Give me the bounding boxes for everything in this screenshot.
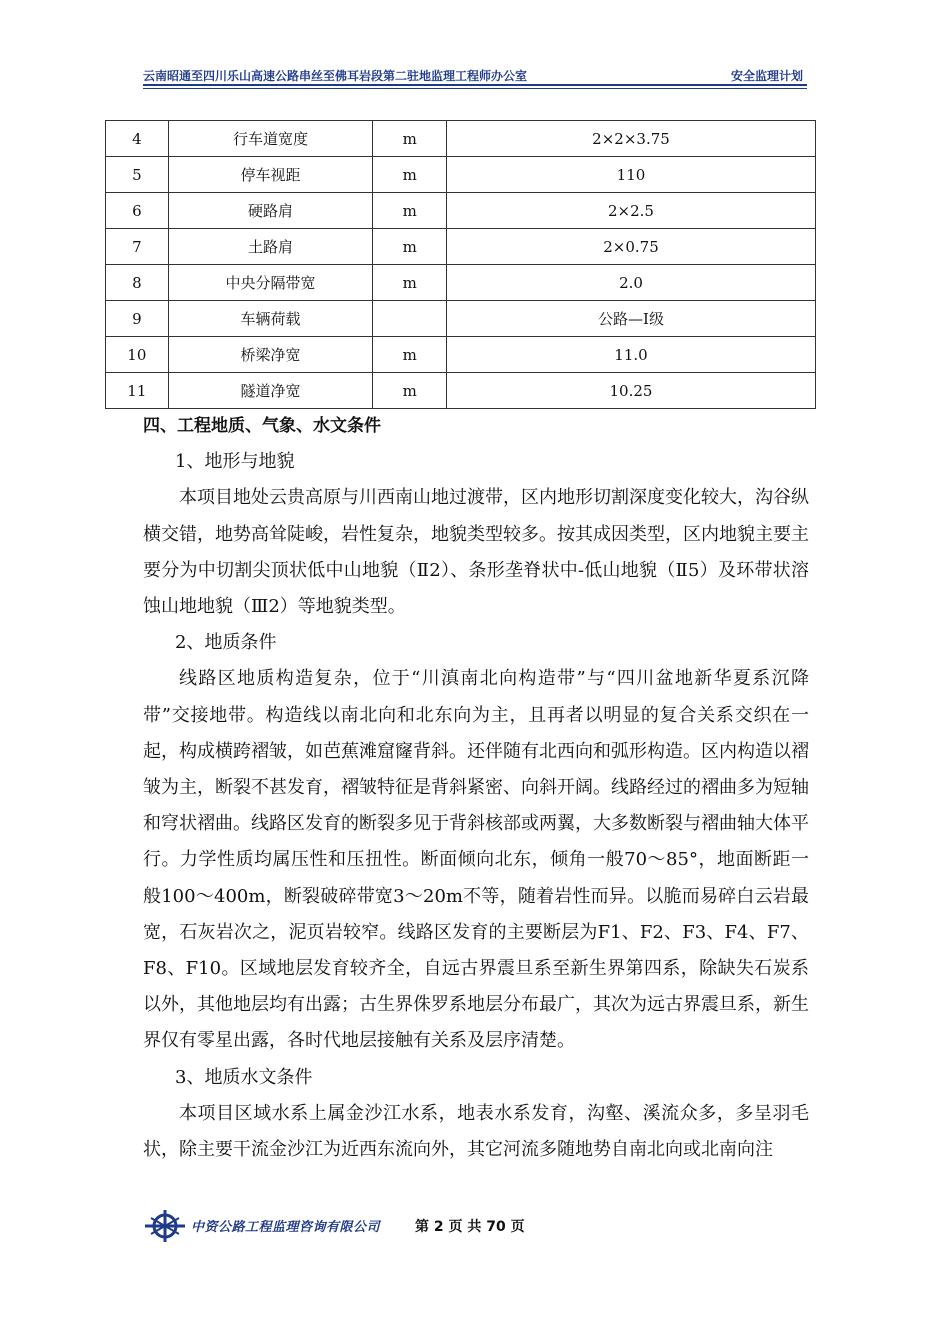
row-unit: m [373,193,447,229]
page-number: 第 2 页 共 70 页 [415,1219,525,1235]
row-item: 中央分隔带宽 [168,265,373,301]
row-item: 桥梁净宽 [168,337,373,373]
row-unit: m [373,121,447,157]
paragraph-terrain: 本项目地处云贵高原与川西南山地过渡带，区内地形切割深度变化较大，沟谷纵横交错，地势高耸陡峻，岩性复杂，地貌类型较多。按其成因类型，区内地貌主要主要分为中切割尖顶状低中山地貌（Ⅱ2）、条形垄脊状中-低山地貌（Ⅱ5）及环带状溶蚀山地地貌（Ⅲ2）等地貌类型。 [143,487,809,618]
row-item: 隧道净宽 [168,373,373,409]
header-org: 云南昭通至四川乐山高速公路串丝至佛耳岩段第二驻地监理工程师办公室 [143,69,528,83]
table-row [106,265,816,301]
table-row [106,121,816,157]
page-footer [143,1206,663,1246]
row-unit: m [373,229,447,265]
row-value: 2×2.5 [446,193,815,229]
row-value: 10.25 [446,373,815,409]
row-no: 5 [106,157,169,193]
row-no: 4 [106,121,169,157]
row-item: 停车视距 [168,157,373,193]
row-no: 7 [106,229,169,265]
footer-company: 中资公路工程监理咨询有限公司 [191,1220,381,1235]
table-row [106,301,816,337]
row-unit [373,301,447,337]
design-parameters-table [105,120,816,409]
row-item: 行车道宽度 [168,121,373,157]
table-row [106,337,816,373]
row-unit: m [373,265,447,301]
row-item: 车辆荷载 [168,301,373,337]
row-item: 土路肩 [168,229,373,265]
row-item: 硬路肩 [168,193,373,229]
subheading-geology: 2、地质条件 [175,632,277,654]
section-heading: 四、工程地质、气象、水文条件 [143,416,381,436]
row-value: 2×0.75 [446,229,815,265]
paragraph-hydrology: 本项目区域水系上属金沙江水系，地表水系发育，沟壑、溪流众多，多呈羽毛状，除主要干流金沙江为近西东流向外，其它河流多随地势自南北向或北南向注 [143,1102,809,1161]
row-no: 6 [106,193,169,229]
header-rule-thin [143,88,807,89]
row-value: 11.0 [446,337,815,373]
row-value: 110 [446,157,815,193]
table-row [106,373,816,409]
row-no: 8 [106,265,169,301]
paragraph-geology: 线路区地质构造复杂，位于“川滇南北向构造带”与“四川盆地新华夏系沉降带”交接地带。构造线以南北向和北东向为主，且再者以明显的复合关系交织在一起，构成横跨褶皱，如芭蕉滩窟窿背斜。还伴随有北西向和弧形构造。区内构造以褶皱为主，断裂不甚发育，褶皱特征是背斜紧密、向斜开阔。线路经过的褶曲多为短轴和穹状褶曲。线路区发育的断裂多见于背斜核部或两翼，大多数断裂与褶曲轴大体平行。力学性质均属压性和压扭性。断面倾向北东，倾角一般70～85°，地面断距一般100～400m，断裂破碎带宽3～20m不等，随着岩性而异。以脆而易碎白云岩最宽，石灰岩次之，泥页岩较窄。线路区发育的主要断层为F1、F2、F3、F4、F7、F8、F10。区域地层发育较齐全，自远古界震旦系至新生界第四系，除缺失石炭系以外，其他地层均有出露；古生界侏罗系地层分布最广，其次为远古界震旦系，新生界仅有零星出露，各时代地层接触有关系及层序清楚。 [143,668,809,1052]
header-doc-title: 安全监理计划 [730,69,803,83]
table-row [106,157,816,193]
table-row [106,229,816,265]
subheading-hydrology: 3、地质水文条件 [175,1066,313,1088]
header-rule [143,84,807,86]
row-no: 9 [106,301,169,337]
table-row [106,193,816,229]
row-value: 2×2×3.75 [446,121,815,157]
row-no: 10 [106,337,169,373]
row-value: 公路—Ⅰ级 [446,301,815,337]
row-unit: m [373,157,447,193]
row-no: 11 [106,373,169,409]
row-unit: m [373,337,447,373]
subheading-terrain: 1、地形与地貌 [175,451,295,473]
row-unit: m [373,373,447,409]
company-logo-icon [143,1206,187,1246]
page-header [143,64,807,86]
row-value: 2.0 [446,265,815,301]
document-body [143,408,809,1168]
